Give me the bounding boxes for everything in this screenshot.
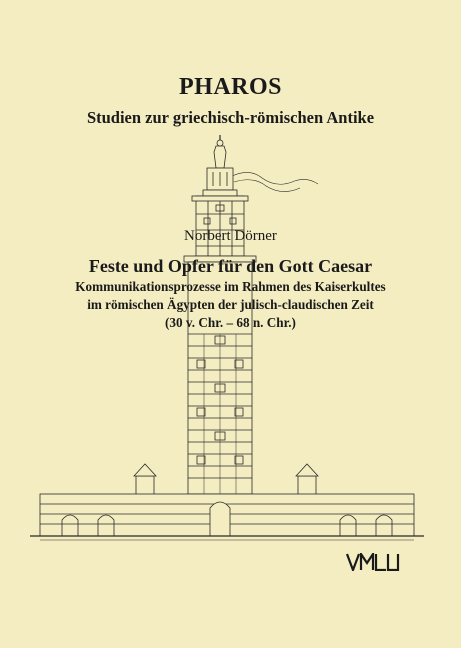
book-title: Feste und Opfer für den Gott Caesar (88, 256, 373, 276)
book-subtitle-line: im römischen Ägypten der julisch-claudischen Zeit (87, 297, 374, 312)
author-name: Norbert Dörner (184, 228, 277, 244)
series-title: PHAROS (178, 74, 282, 100)
series-subtitle: Studien zur griechisch-römischen Antike (86, 108, 375, 127)
book-subtitle-line: Kommunikationsprozesse im Rahmen des Kaiserkultes (75, 279, 386, 294)
book-subtitle-line: (30 v. Chr. – 68 n. Chr.) (165, 315, 296, 330)
publisher-logo (346, 553, 400, 571)
